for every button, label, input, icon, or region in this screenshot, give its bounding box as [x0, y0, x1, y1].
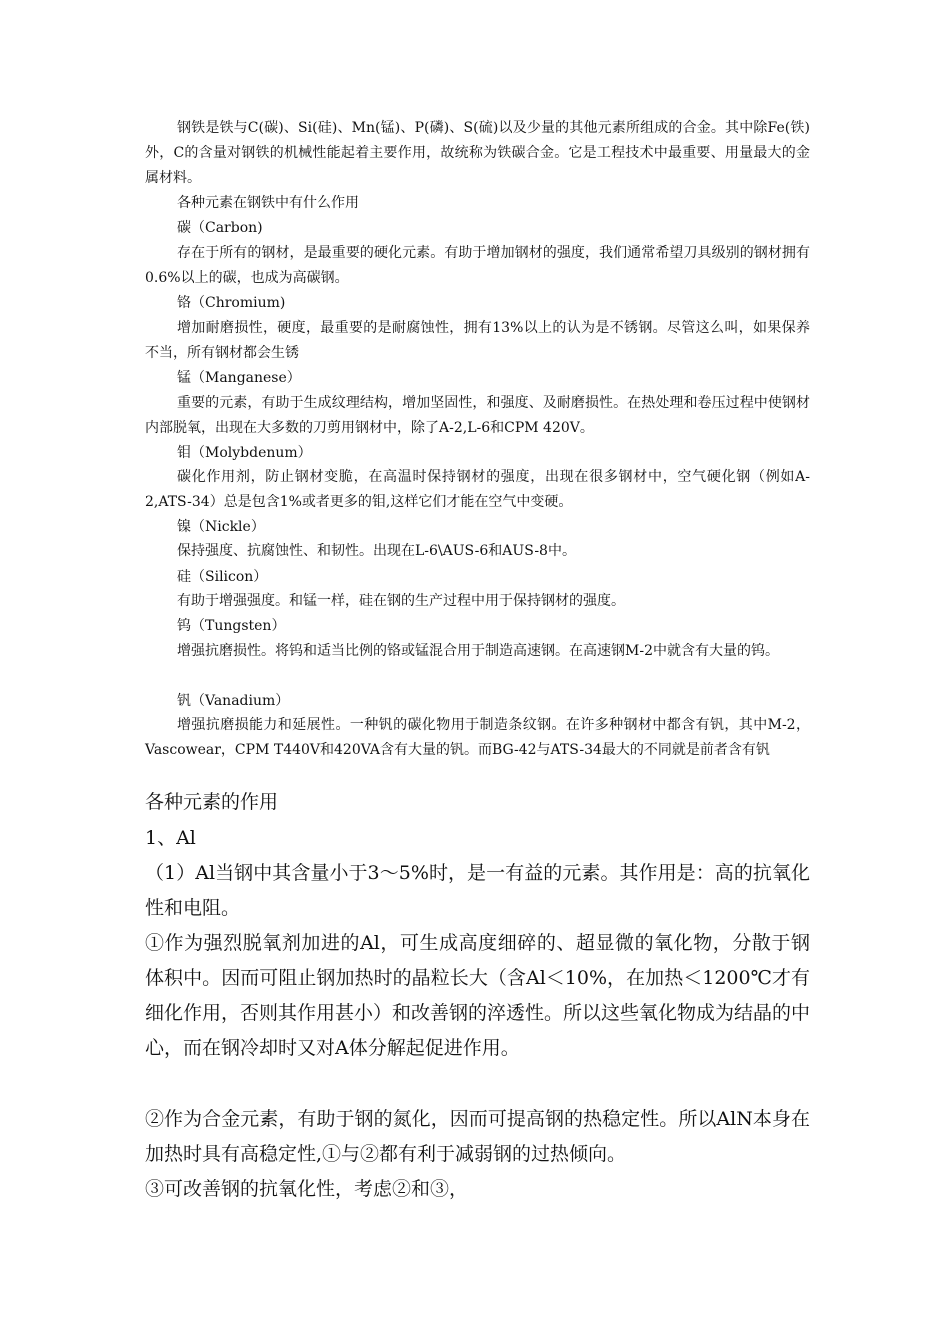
- part2-paragraph-1: （1）Al当钢中其含量小于3～5%时，是一有益的元素。其作用是：高的抗氧化性和电阻。: [145, 862, 810, 919]
- element-desc-manganese: 重要的元素，有助于生成纹理结构，增加坚固性，和强度、及耐磨损性。在热处理和卷压过程中使钢材内部脱氧，出现在大多数的刀剪用钢材中，除了A-2,L-6和CPM 420V。: [145, 395, 810, 436]
- part2-title: 各种元素的作用: [145, 791, 279, 813]
- element-desc-vanadium: 增强抗磨损能力和延展性。一种钒的碳化物用于制造条纹钢。在许多种钢材中都含有钒，其中M-2，Vascowear，CPM T440V和420VA含有大量的钒。而BG-42与ATS-34最大的不同就是前者含有钒: [145, 717, 810, 758]
- element-name-tungsten: 钨（Tungsten）: [177, 618, 286, 634]
- element-name-chromium: 铬（Chromium): [177, 295, 286, 311]
- element-name-vanadium: 钒（Vanadium）: [177, 693, 290, 709]
- part2-item-label: 1、Al: [145, 827, 196, 849]
- element-name-carbon: 碳（Carbon): [177, 220, 263, 236]
- part2-paragraph-3: ②作为合金元素，有助于钢的氮化，因而可提高钢的热稳定性。所以AlN本身在加热时具有高稳定性,①与②都有利于减弱钢的过热倾向。: [145, 1108, 810, 1165]
- element-name-manganese: 锰（Manganese）: [177, 370, 301, 386]
- element-desc-nickle: 保持强度、抗腐蚀性、和韧性。出现在L-6\AUS-6和AUS-8中。: [177, 543, 576, 559]
- element-desc-molybdenum: 碳化作用剂，防止钢材变脆，在高温时保持钢材的强度，出现在很多钢材中，空气硬化钢（例如A-2,ATS-34）总是包含1%或者更多的钼,这样它们才能在空气中变硬。: [145, 469, 810, 510]
- intro-paragraph: 钢铁是铁与C(碳)、Si(硅)、Mn(锰)、P(磷)、S(硫)以及少量的其他元素所组成的合金。其中除Fe(铁)外，C的含量对钢铁的机械性能起着主要作用，故统称为铁碳合金。它是工程技术中最重要、用量最大的金属材料。: [145, 120, 810, 186]
- part2-paragraph-4: ③可改善钢的抗氧化性，考虑②和③，: [145, 1178, 469, 1200]
- element-name-molybdenum: 钼（Molybdenum）: [177, 445, 312, 461]
- element-desc-silicon: 有助于增强强度。和锰一样，硅在钢的生产过程中用于保持钢材的强度。: [177, 593, 625, 609]
- element-name-silicon: 硅（Silicon）: [177, 569, 268, 585]
- element-name-nickle: 镍（Nickle）: [177, 519, 265, 535]
- element-desc-tungsten: 增强抗磨损性。将钨和适当比例的铬或锰混合用于制造高速钢。在高速钢M-2中就含有大量的钨。: [177, 643, 779, 659]
- element-desc-chromium: 增加耐磨损性，硬度，最重要的是耐腐蚀性，拥有13%以上的认为是不锈钢。尽管这么叫，如果保养不当，所有钢材都会生锈: [145, 320, 810, 361]
- element-desc-carbon: 存在于所有的钢材，是最重要的硬化元素。有助于增加钢材的强度，我们通常希望刀具级别的钢材拥有0.6%以上的碳，也成为高碳钢。: [145, 245, 810, 286]
- part2-paragraph-2: ①作为强烈脱氧剂加进的Al，可生成高度细碎的、超显微的氧化物，分散于钢体积中。因而可阻止钢加热时的晶粒长大（含Al＜10%，在加热＜1200℃才有细化作用，否则其作用甚小）和改善钢的淬透性。所以这些氧化物成为结晶的中心，而在钢冷却时又对A体分解起促进作用。: [145, 932, 811, 1059]
- section-title: 各种元素在钢铁中有什么作用: [177, 195, 359, 211]
